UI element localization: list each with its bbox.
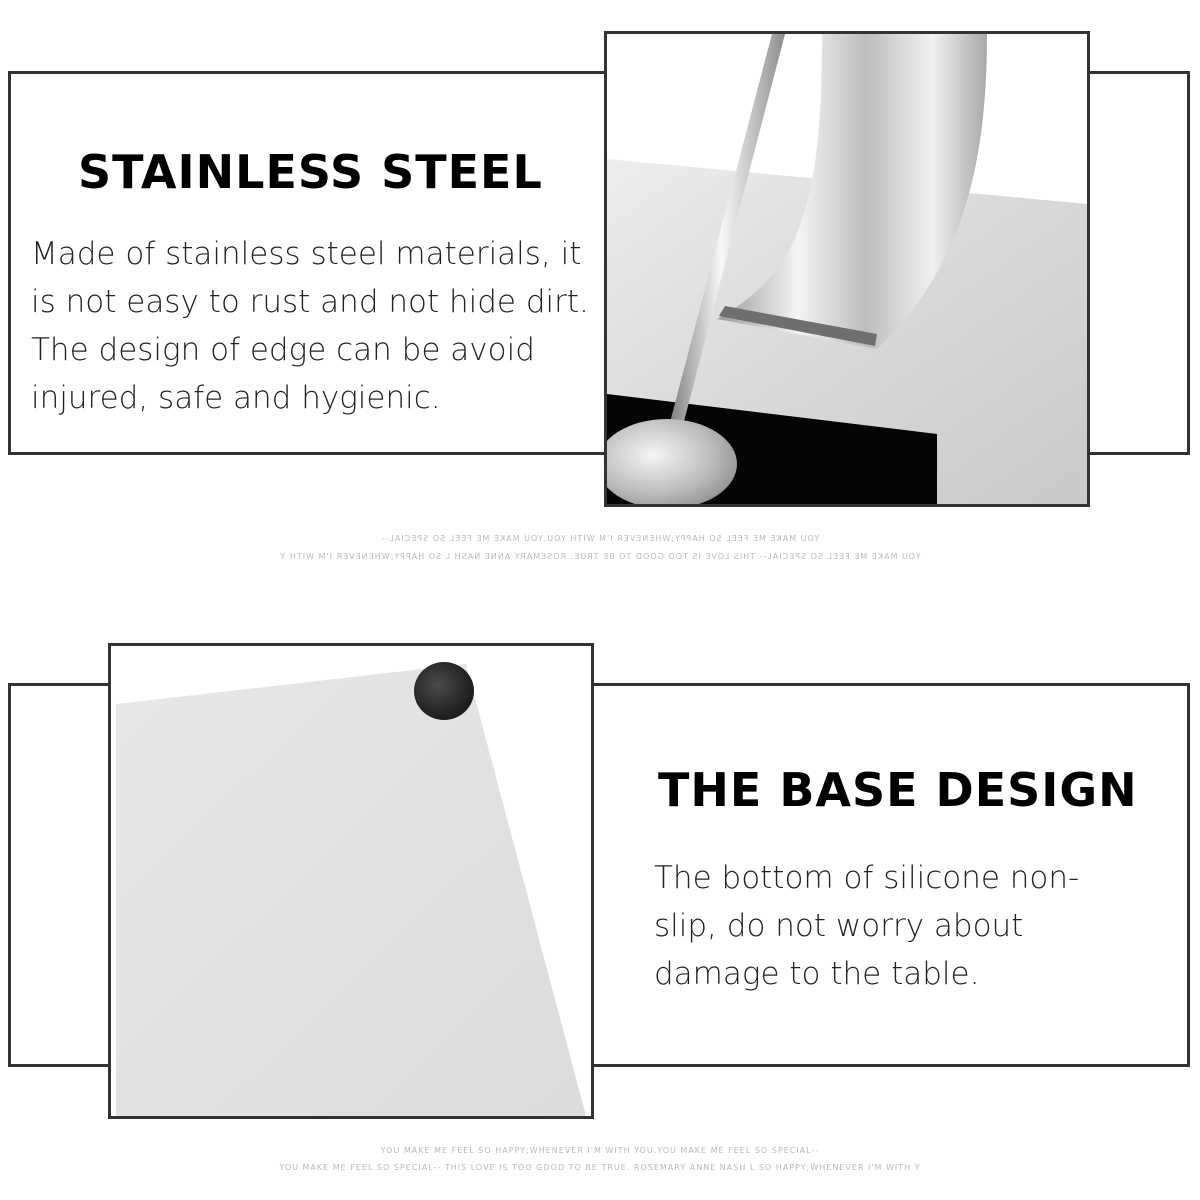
base-corner-illustration bbox=[111, 646, 591, 1116]
steel-closeup-illustration bbox=[607, 34, 1087, 504]
watermark-text-1b: YOU MAKE ME FEEL SO SPECIAL-- THIS LOVE IS TOO GOOD TO BE TRUE. ROSEMARY ANNE NASH L SO HAPPY;WHENEVER I'M WITH Y bbox=[279, 552, 921, 561]
section-title-stainless: STAINLESS STEEL bbox=[78, 145, 543, 199]
silicone-foot-icon bbox=[414, 662, 474, 720]
section-title-base: THE BASE DESIGN bbox=[658, 763, 1138, 817]
product-photo-base-corner bbox=[108, 643, 594, 1119]
product-photo-steel-closeup bbox=[604, 31, 1090, 507]
watermark-text-1a: YOU MAKE ME FEEL SO HAPPY;WHENEVER I'M WITH YOU.YOU MAKE ME FEEL SO SPECIAL-- bbox=[380, 534, 820, 543]
watermark-text-2a: YOU MAKE ME FEEL SO HAPPY;WHENEVER I'M WITH YOU.YOU MAKE ME FEEL SO SPECIAL-- bbox=[380, 1146, 820, 1155]
watermark-text-2b: YOU MAKE ME FEEL SO SPECIAL-- THIS LOVE IS TOO GOOD TO BE TRUE. ROSEMARY ANNE NASH L SO HAPPY;WHENEVER I'M WITH Y bbox=[279, 1163, 921, 1172]
section-body-stainless: Made of stainless steel materials, it is not easy to rust and not hide dirt. The design of edge can be avoid injured, safe and hygienic. bbox=[31, 236, 589, 416]
section-body-base: The bottom of silicone non-slip, do not worry about damage to the table. bbox=[654, 860, 1080, 992]
